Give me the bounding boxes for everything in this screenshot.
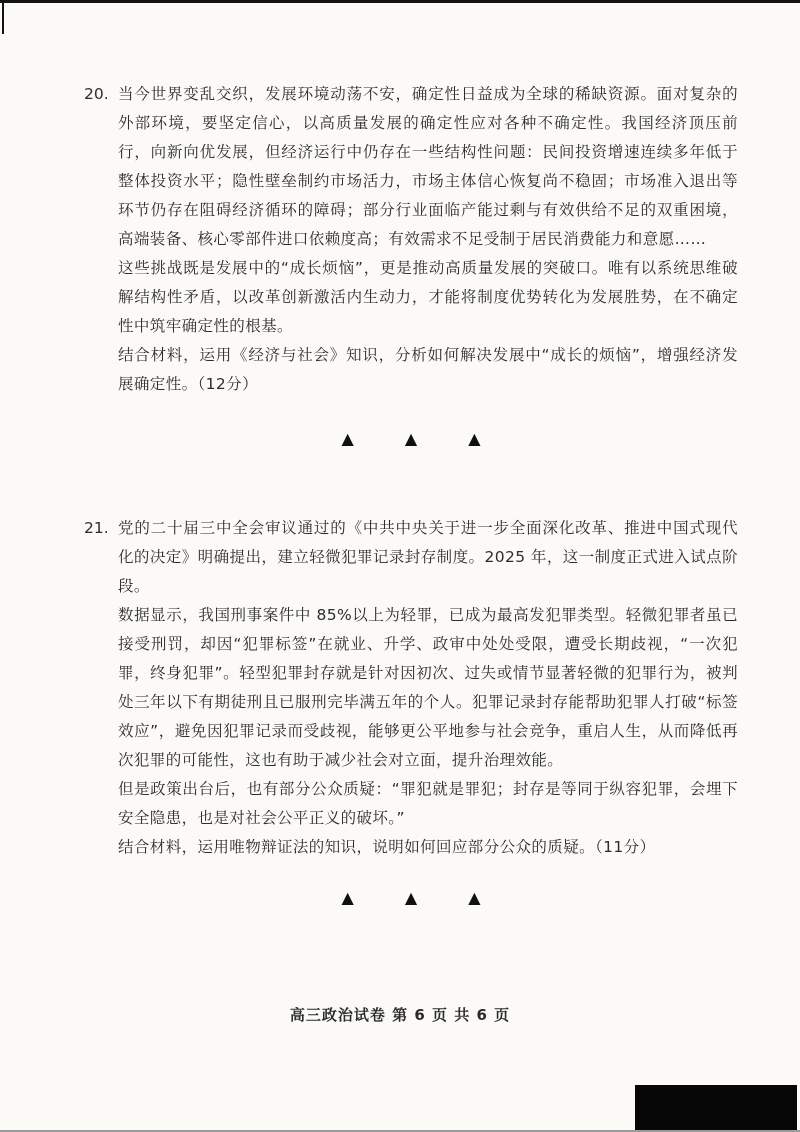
triangle-icon: ▲: [341, 429, 354, 448]
question-20: [84, 80, 738, 399]
redaction-box: [635, 1085, 797, 1130]
question-21: [84, 514, 738, 862]
triangle-icon: ▲: [404, 429, 418, 448]
question-21-body: [118, 514, 738, 862]
question-21-task: 结合材料，运用唯物辩证法的知识，说明如何回应部分公众的质疑。（11分）: [118, 838, 656, 856]
triangle-icon: ▲: [341, 888, 354, 907]
section-separator-1: [84, 429, 738, 448]
question-21-paragraph-1: 党的二十届三中全会审议通过的《中共中央关于进一步全面深化改革、推进中国式现代化的决定》明确提出，建立轻微犯罪记录封存制度。2025 年，这一制度正式进入试点阶段。: [118, 519, 738, 595]
question-21-paragraph-3: 但是政策出台后，也有部分公众质疑：“罪犯就是罪犯；封存是等同于纵容犯罪，会埋下安全隐患，也是对社会公平正义的破坏。”: [118, 780, 738, 827]
page-footer: 高三政治试卷 第 6 页 共 6 页: [289, 1006, 511, 1024]
question-20-number: 20.: [84, 85, 109, 103]
triangle-icon: ▲: [404, 888, 418, 907]
question-20-task: 结合材料，运用《经济与社会》知识，分析如何解决发展中“成长的烦恼”，增强经济发展确定性。（12分）: [118, 346, 738, 393]
question-21-number: 21.: [84, 519, 109, 537]
triangle-icon: ▲: [468, 429, 481, 448]
question-20-body: [118, 80, 738, 399]
triangle-icon: ▲: [468, 888, 481, 907]
question-20-paragraph-2: 这些挑战既是发展中的“成长烦恼”，更是推动高质量发展的突破口。唯有以系统思维破解结构性矛盾，以改革创新激活内生动力，才能将制度优势转化为发展胜势，在不确定性中筑牢确定性的根基。: [118, 259, 738, 335]
section-separator-2: [84, 888, 738, 907]
question-20-paragraph-1: 当今世界变乱交织，发展环境动荡不安，确定性日益成为全球的稀缺资源。面对复杂的外部环境，要坚定信心，以高质量发展的确定性应对各种不确定性。我国经济顶压前行，向新向优发展，但经济运行中仍存在一些结构性问题：民间投资增速连续多年低于整体投资水平；隐性壁垒制约市场活力，市场主体信心恢复尚不稳固；市场准入退出等环节仍存在阻碍经济循环的障碍；部分行业面临产能过剩与有效供给不足的双重困境，高端装备、核心零部件进口依赖度高；有效需求不足受制于居民消费能力和意愿……: [118, 85, 738, 248]
question-21-paragraph-2: 数据显示，我国刑事案件中 85%以上为轻罪，已成为最高发犯罪类型。轻微犯罪者虽已接受刑罚，却因“犯罪标签”在就业、升学、政审中处处受限，遭受长期歧视，“一次犯罪，终身犯罪”。轻型犯罪封存就是针对因初次、过失或情节显著轻微的犯罪行为，被判处三年以下有期徒刑且已服刑完毕满五年的个人。犯罪记录封存能帮助犯罪人打破“标签效应”，避免因犯罪记录而受歧视，能够更公平地参与社会竞争，重启人生，从而降低再次犯罪的可能性，这也有助于减少社会对立面，提升治理效能。: [118, 606, 738, 769]
